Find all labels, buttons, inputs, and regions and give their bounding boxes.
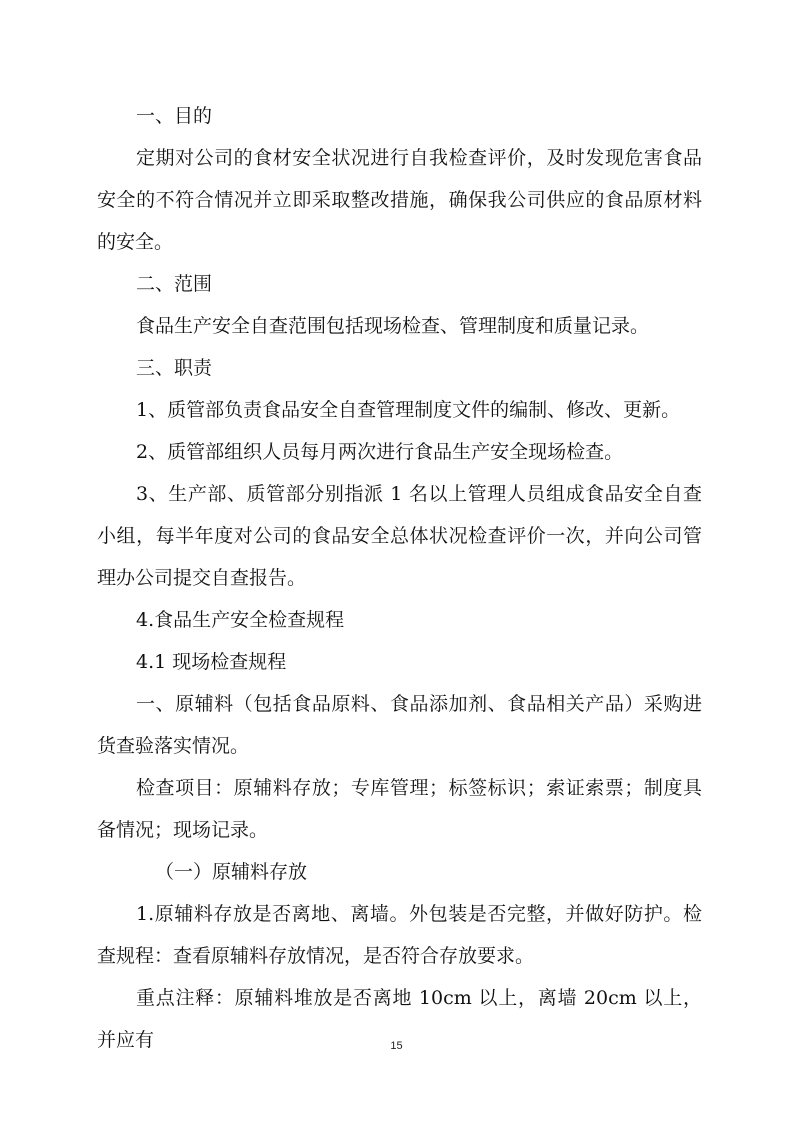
paragraph-raw-materials: 一、原辅料（包括食品原料、食品添加剂、食品相关产品）采购进货查验落实情况。 <box>97 693 702 757</box>
responsibility-item-2: 2、质管部组织人员每月两次进行食品生产安全现场检查。 <box>136 441 624 463</box>
heading-scope: 二、范围 <box>136 273 213 295</box>
responsibility-item-1: 1、质管部负责食品安全自查管理制度文件的编制、修改、更新。 <box>136 399 681 421</box>
paragraph-key-note: 重点注释：原辅料堆放是否离地 10cm 以上，离墙 20cm 以上，并应有 <box>97 987 702 1051</box>
page-number: 15 <box>390 1040 403 1052</box>
paragraph-inspection-items: 检查项目：原辅料存放；专库管理；标签标识；索证索票；制度具备情况；现场记录。 <box>97 777 702 841</box>
heading-onsite-inspection: 4.1 现场检查规程 <box>136 651 287 673</box>
heading-purpose: 一、目的 <box>136 105 213 127</box>
responsibility-item-3: 3、生产部、质管部分别指派 1 名以上管理人员组成食品安全自查小组，每半年度对公司的食品安全总体状况检查评价一次，并向公司管理办公司提交自查报告。 <box>97 483 702 589</box>
heading-responsibilities: 三、职责 <box>136 357 213 379</box>
paragraph-scope: 食品生产安全自查范围包括现场检查、管理制度和质量记录。 <box>136 315 650 337</box>
heading-inspection-rules: 4.食品生产安全检查规程 <box>136 609 345 631</box>
heading-storage: （一）原辅料存放 <box>155 861 308 883</box>
paragraph-storage-rule: 1.原辅料存放是否离地、离墙。外包装是否完整，并做好防护。检查规程：查看原辅料存放情况，是否符合存放要求。 <box>97 903 702 967</box>
paragraph-purpose: 定期对公司的食材安全状况进行自我检查评价，及时发现危害食品安全的不符合情况并立即采取整改措施，确保我公司供应的食品原材料的安全。 <box>97 147 702 253</box>
